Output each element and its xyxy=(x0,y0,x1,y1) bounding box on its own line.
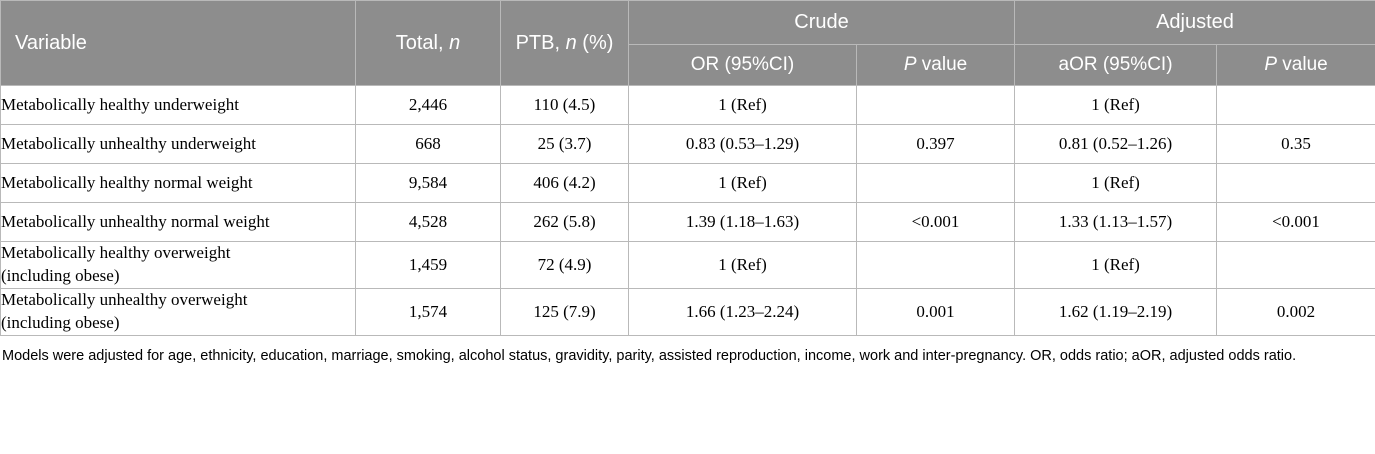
table-row xyxy=(1,288,1375,335)
table-body xyxy=(1,86,1375,336)
column-header-crude xyxy=(629,1,1015,45)
column-header-adjusted-p-italic: P xyxy=(1264,54,1277,75)
cell-ptb: 406 (4.2) xyxy=(501,164,629,203)
cell-crude-p xyxy=(857,86,1015,125)
column-header-crude-or-label: OR (95%CI) xyxy=(690,54,795,75)
table-header xyxy=(1,1,1375,86)
cell-adjusted-aor: 0.81 (0.52–1.26) xyxy=(1015,125,1217,164)
table-row xyxy=(1,203,1375,242)
column-header-adjusted-aor xyxy=(1015,45,1217,86)
cell-total: 1,574 xyxy=(356,288,501,335)
column-header-total xyxy=(356,1,501,86)
cell-adjusted-p xyxy=(1217,164,1375,203)
cell-adjusted-p: 0.002 xyxy=(1217,288,1375,335)
table-row xyxy=(1,164,1375,203)
cell-adjusted-aor: 1 (Ref) xyxy=(1015,86,1217,125)
cell-adjusted-p: 0.35 xyxy=(1217,125,1375,164)
cell-crude-p: 0.001 xyxy=(857,288,1015,335)
column-header-crude-label: Crude xyxy=(794,11,849,33)
cell-crude-p: 0.397 xyxy=(857,125,1015,164)
column-header-crude-or xyxy=(629,45,857,86)
cell-total: 668 xyxy=(356,125,501,164)
cell-variable xyxy=(1,125,356,164)
column-header-adjusted xyxy=(1015,1,1375,45)
cell-total: 9,584 xyxy=(356,164,501,203)
cell-adjusted-aor: 1.33 (1.13–1.57) xyxy=(1015,203,1217,242)
cell-variable xyxy=(1,203,356,242)
cell-variable xyxy=(1,288,356,335)
cell-variable-line2: (including obese) xyxy=(1,265,120,285)
column-header-variable-label: Variable xyxy=(15,31,87,54)
cell-variable xyxy=(1,242,356,289)
cell-adjusted-aor: 1.62 (1.19–2.19) xyxy=(1015,288,1217,335)
cell-adjusted-aor: 1 (Ref) xyxy=(1015,242,1217,289)
column-header-adjusted-p xyxy=(1217,45,1375,86)
cell-crude-p: <0.001 xyxy=(857,203,1015,242)
cell-total: 1,459 xyxy=(356,242,501,289)
cell-variable xyxy=(1,86,356,125)
column-header-adjusted-aor-label: aOR (95%CI) xyxy=(1058,54,1173,75)
column-header-adjusted-label: Adjusted xyxy=(1156,11,1234,33)
column-header-ptb-italic: n xyxy=(565,31,577,54)
header-row-top xyxy=(1,1,1375,45)
cell-crude-or: 1 (Ref) xyxy=(629,242,857,289)
cell-crude-or: 1.39 (1.18–1.63) xyxy=(629,203,857,242)
cell-variable-line1: Metabolically unhealthy normal weight xyxy=(1,211,270,231)
column-header-crude-p-italic: P xyxy=(903,54,917,75)
table-footnote: Models were adjusted for age, ethnicity, education, marriage, smoking, alcohol status, gravidity, parity, assisted reproduction, income, work and inter-pregnancy. OR, odds ratio; aOR, adjusted odds ratio. xyxy=(2,347,1297,364)
cell-adjusted-aor: 1 (Ref) xyxy=(1015,164,1217,203)
cell-crude-or: 1 (Ref) xyxy=(629,86,857,125)
cell-ptb: 125 (7.9) xyxy=(501,288,629,335)
column-header-total-italic: n xyxy=(449,31,461,54)
cell-adjusted-p xyxy=(1217,242,1375,289)
cell-ptb: 110 (4.5) xyxy=(501,86,629,125)
cell-variable-line2: (including obese) xyxy=(1,312,120,332)
cell-total: 2,446 xyxy=(356,86,501,125)
column-header-ptb-suffix: (%) xyxy=(576,31,614,54)
table-row xyxy=(1,86,1375,125)
cell-variable-line1: Metabolically healthy normal weight xyxy=(1,172,253,192)
cell-total: 4,528 xyxy=(356,203,501,242)
cell-crude-p xyxy=(857,242,1015,289)
cell-ptb: 25 (3.7) xyxy=(501,125,629,164)
cell-crude-p xyxy=(857,164,1015,203)
cell-crude-or: 1.66 (1.23–2.24) xyxy=(629,288,857,335)
cell-crude-or: 0.83 (0.53–1.29) xyxy=(629,125,857,164)
column-header-ptb xyxy=(501,1,629,86)
cell-variable-line1: Metabolically unhealthy overweight xyxy=(1,289,248,309)
column-header-variable xyxy=(1,1,356,86)
cell-ptb: 72 (4.9) xyxy=(501,242,629,289)
table-row xyxy=(1,242,1375,289)
column-header-ptb-label: PTB, xyxy=(515,31,566,54)
column-header-crude-p-label: value xyxy=(916,54,968,75)
cell-adjusted-p: <0.001 xyxy=(1217,203,1375,242)
cell-ptb: 262 (5.8) xyxy=(501,203,629,242)
cell-variable-line1: Metabolically healthy underweight xyxy=(1,94,239,114)
cell-variable-line1: Metabolically healthy overweight xyxy=(1,243,231,262)
cell-adjusted-p xyxy=(1217,86,1375,125)
table-row xyxy=(1,125,1375,164)
cell-variable-line1: Metabolically unhealthy underweight xyxy=(1,133,256,153)
cell-variable xyxy=(1,164,356,203)
column-header-total-label: Total, xyxy=(395,31,450,54)
column-header-adjusted-p-label: value xyxy=(1277,54,1328,75)
column-header-crude-p xyxy=(857,45,1015,86)
cell-crude-or: 1 (Ref) xyxy=(629,164,857,203)
